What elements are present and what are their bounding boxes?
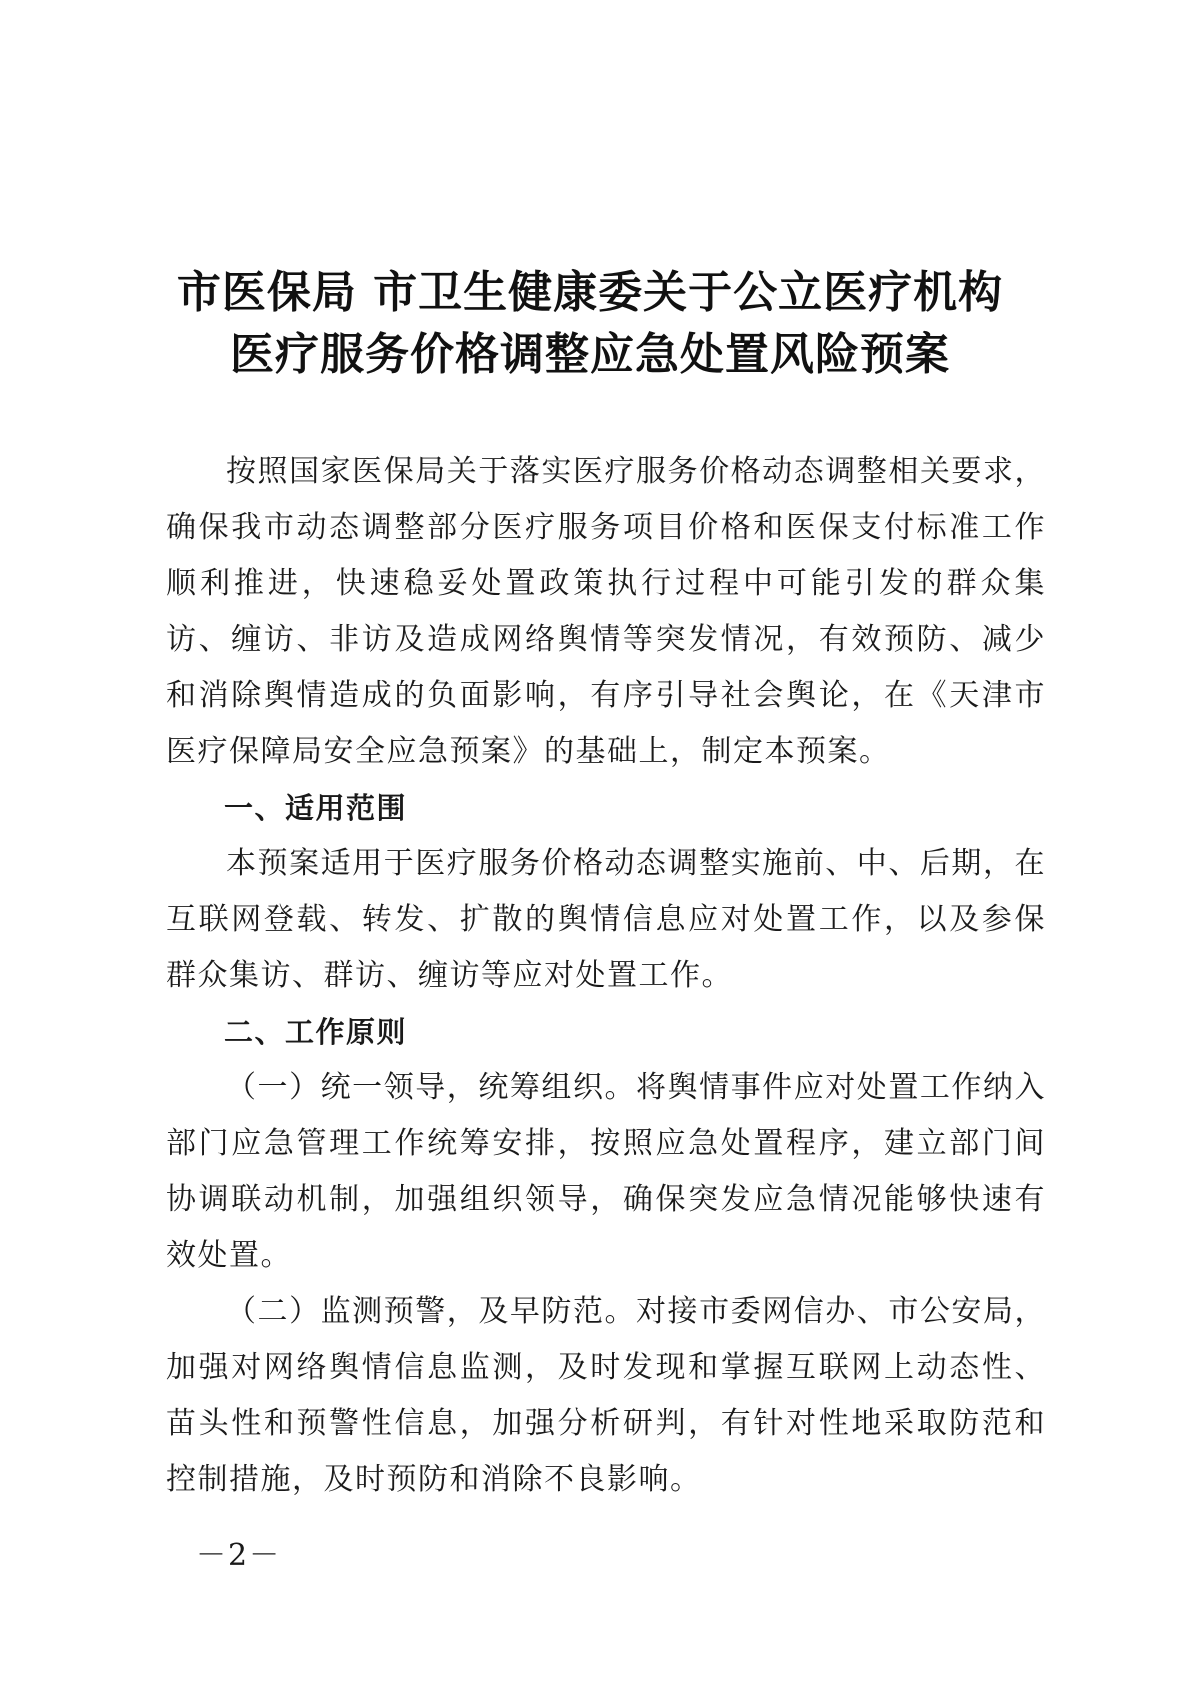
title-line-2: 医疗服务价格调整应急处置风险预案 [230, 329, 950, 380]
page-number: －2－ [196, 1538, 282, 1573]
section-heading-scope: 一、适用范围 [224, 791, 408, 825]
principle-paragraph-2: （二）监测预警，及早防范。对接市委网信办、市公安局，加强对网络舆情信息监测，及时发现和掌握互联网上动态性、苗头性和预警性信息，加强分析研判，有针对性地采取防范和控制措施，及时预防和消除不良影响。 [166, 1294, 1046, 1497]
document-title [150, 262, 1030, 386]
scope-paragraph: 本预案适用于医疗服务价格动态调整实施前、中、后期，在互联网登载、转发、扩散的舆情信息应对处置工作，以及参保群众集访、群访、缠访等应对处置工作。 [166, 846, 1046, 993]
title-line-1: 市医保局 市卫生健康委关于公立医疗机构 [176, 267, 1004, 318]
document-body [166, 444, 1046, 1508]
intro-paragraph: 按照国家医保局关于落实医疗服务价格动态调整相关要求，确保我市动态调整部分医疗服务项目价格和医保支付标准工作顺利推进，快速稳妥处置政策执行过程中可能引发的群众集访、缠访、非访及造成网络舆情等突发情况，有效预防、减少和消除舆情造成的负面影响，有序引导社会舆论，在《天津市医疗保障局安全应急预案》的基础上，制定本预案。 [166, 454, 1046, 769]
section-heading-principles: 二、工作原则 [224, 1015, 408, 1049]
principle-paragraph-1: （一）统一领导，统筹组织。将舆情事件应对处置工作纳入部门应急管理工作统筹安排，按照应急处置程序，建立部门间协调联动机制，加强组织领导，确保突发应急情况能够快速有效处置。 [166, 1070, 1046, 1273]
